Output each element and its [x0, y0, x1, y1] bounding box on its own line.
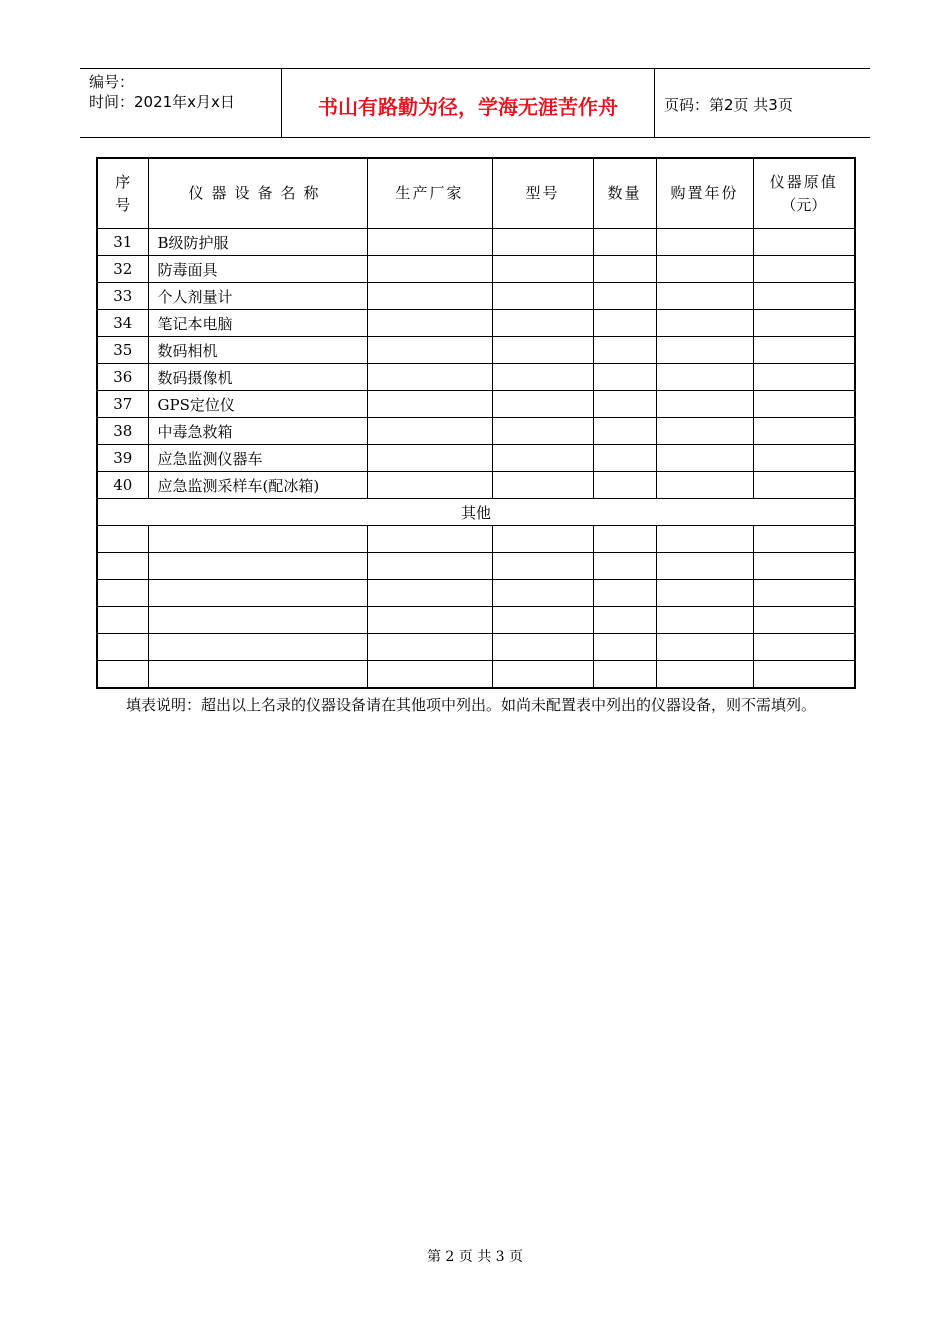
blank-cell: [593, 553, 656, 580]
blank-cell: [656, 661, 753, 688]
blank-cell: [148, 661, 367, 688]
row-year: [656, 418, 753, 445]
row-index: 31: [97, 229, 148, 256]
row-value: [753, 472, 855, 499]
row-model: [492, 256, 593, 283]
page-header: [80, 68, 870, 138]
blank-cell: [148, 526, 367, 553]
section-label-other: 其他: [97, 499, 855, 526]
row-manufacturer: [367, 337, 492, 364]
blank-cell: [367, 661, 492, 688]
row-quantity: [593, 310, 656, 337]
blank-cell: [656, 553, 753, 580]
row-quantity: [593, 445, 656, 472]
header-center-cell: [282, 69, 655, 137]
row-equipment-name: B级防护服: [148, 229, 367, 256]
blank-row: [97, 526, 855, 553]
row-model: [492, 310, 593, 337]
row-value: [753, 364, 855, 391]
row-quantity: [593, 337, 656, 364]
blank-row: [97, 661, 855, 688]
row-index: 34: [97, 310, 148, 337]
row-quantity: [593, 391, 656, 418]
row-manufacturer: [367, 229, 492, 256]
blank-cell: [656, 526, 753, 553]
row-manufacturer: [367, 418, 492, 445]
row-year: [656, 310, 753, 337]
page-number-label: 页码：第2页 共3页: [664, 96, 793, 114]
blank-cell: [367, 553, 492, 580]
blank-cell: [593, 634, 656, 661]
table-header-row: [97, 158, 855, 229]
blank-cell: [148, 580, 367, 607]
row-year: [656, 391, 753, 418]
row-model: [492, 391, 593, 418]
blank-cell: [492, 634, 593, 661]
table-row: [97, 256, 855, 283]
row-equipment-name: 个人剂量计: [148, 283, 367, 310]
blank-cell: [97, 607, 148, 634]
col-header-year: 购置年份: [656, 158, 753, 229]
blank-cell: [656, 607, 753, 634]
row-model: [492, 418, 593, 445]
blank-cell: [656, 634, 753, 661]
row-year: [656, 337, 753, 364]
row-value: [753, 445, 855, 472]
row-quantity: [593, 229, 656, 256]
blank-row: [97, 553, 855, 580]
blank-cell: [656, 580, 753, 607]
blank-cell: [148, 634, 367, 661]
row-equipment-name: 防毒面具: [148, 256, 367, 283]
blank-cell: [593, 580, 656, 607]
row-quantity: [593, 256, 656, 283]
equipment-table: [96, 157, 856, 689]
row-manufacturer: [367, 256, 492, 283]
blank-cell: [148, 607, 367, 634]
row-manufacturer: [367, 364, 492, 391]
col-header-value: 仪器原值 （元）: [753, 158, 855, 229]
row-index: 38: [97, 418, 148, 445]
header-right-cell: [655, 69, 870, 137]
row-equipment-name: GPS定位仪: [148, 391, 367, 418]
row-model: [492, 229, 593, 256]
table-row: [97, 391, 855, 418]
section-row-other: [97, 499, 855, 526]
row-model: [492, 337, 593, 364]
table-row: [97, 283, 855, 310]
blank-row: [97, 634, 855, 661]
row-equipment-name: 应急监测仪器车: [148, 445, 367, 472]
col-header-quantity: 数量: [593, 158, 656, 229]
blank-row: [97, 607, 855, 634]
row-value: [753, 391, 855, 418]
blank-cell: [367, 607, 492, 634]
table-row: [97, 337, 855, 364]
row-index: 36: [97, 364, 148, 391]
blank-cell: [492, 580, 593, 607]
table-row: [97, 472, 855, 499]
row-index: 35: [97, 337, 148, 364]
blank-cell: [593, 526, 656, 553]
blank-cell: [753, 634, 855, 661]
blank-cell: [753, 607, 855, 634]
row-manufacturer: [367, 391, 492, 418]
blank-cell: [492, 553, 593, 580]
row-equipment-name: 数码相机: [148, 337, 367, 364]
blank-cell: [97, 553, 148, 580]
row-value: [753, 310, 855, 337]
date-label: 时间：2021年x月x日: [89, 93, 235, 111]
blank-cell: [492, 661, 593, 688]
blank-cell: [367, 580, 492, 607]
row-value: [753, 337, 855, 364]
row-equipment-name: 中毒急救箱: [148, 418, 367, 445]
blank-cell: [753, 661, 855, 688]
blank-cell: [593, 661, 656, 688]
header-motto: 书山有路勤为径，学海无涯苦作舟: [318, 95, 618, 119]
row-year: [656, 229, 753, 256]
row-index: 33: [97, 283, 148, 310]
col-header-index: 序 号: [97, 158, 148, 229]
blank-cell: [148, 553, 367, 580]
blank-cell: [753, 580, 855, 607]
blank-cell: [753, 526, 855, 553]
row-index: 40: [97, 472, 148, 499]
row-year: [656, 445, 753, 472]
table-row: [97, 445, 855, 472]
blank-cell: [97, 634, 148, 661]
row-model: [492, 364, 593, 391]
col-header-manufacturer: 生产厂家: [367, 158, 492, 229]
table-row: [97, 364, 855, 391]
page-footer: 第 2 页 共 3 页: [426, 1249, 524, 1265]
blank-cell: [97, 526, 148, 553]
blank-cell: [97, 580, 148, 607]
table-row: [97, 229, 855, 256]
row-manufacturer: [367, 472, 492, 499]
row-quantity: [593, 418, 656, 445]
col-header-model: 型号: [492, 158, 593, 229]
row-model: [492, 445, 593, 472]
blank-cell: [492, 526, 593, 553]
table-row: [97, 310, 855, 337]
row-manufacturer: [367, 283, 492, 310]
blank-cell: [492, 607, 593, 634]
row-manufacturer: [367, 445, 492, 472]
row-equipment-name: 数码摄像机: [148, 364, 367, 391]
row-model: [492, 472, 593, 499]
row-equipment-name: 应急监测采样车(配冰箱): [148, 472, 367, 499]
blank-cell: [593, 607, 656, 634]
row-quantity: [593, 472, 656, 499]
row-year: [656, 472, 753, 499]
header-left-cell: [80, 69, 282, 137]
blank-cell: [753, 553, 855, 580]
row-model: [492, 283, 593, 310]
row-index: 37: [97, 391, 148, 418]
blank-cell: [97, 661, 148, 688]
row-year: [656, 256, 753, 283]
row-equipment-name: 笔记本电脑: [148, 310, 367, 337]
row-index: 39: [97, 445, 148, 472]
row-value: [753, 256, 855, 283]
blank-cell: [367, 634, 492, 661]
row-value: [753, 418, 855, 445]
fill-instructions: 填表说明：超出以上名录的仪器设备请在其他项中列出。如尚未配置表中列出的仪器设备，则不需填列。: [126, 696, 817, 714]
row-index: 32: [97, 256, 148, 283]
row-value: [753, 229, 855, 256]
row-quantity: [593, 364, 656, 391]
table-row: [97, 418, 855, 445]
blank-cell: [367, 526, 492, 553]
row-year: [656, 364, 753, 391]
row-value: [753, 283, 855, 310]
serial-number-label: 编号：: [89, 73, 135, 91]
row-year: [656, 283, 753, 310]
col-header-name: 仪器设备名称: [148, 158, 367, 229]
blank-row: [97, 580, 855, 607]
row-quantity: [593, 283, 656, 310]
row-manufacturer: [367, 310, 492, 337]
